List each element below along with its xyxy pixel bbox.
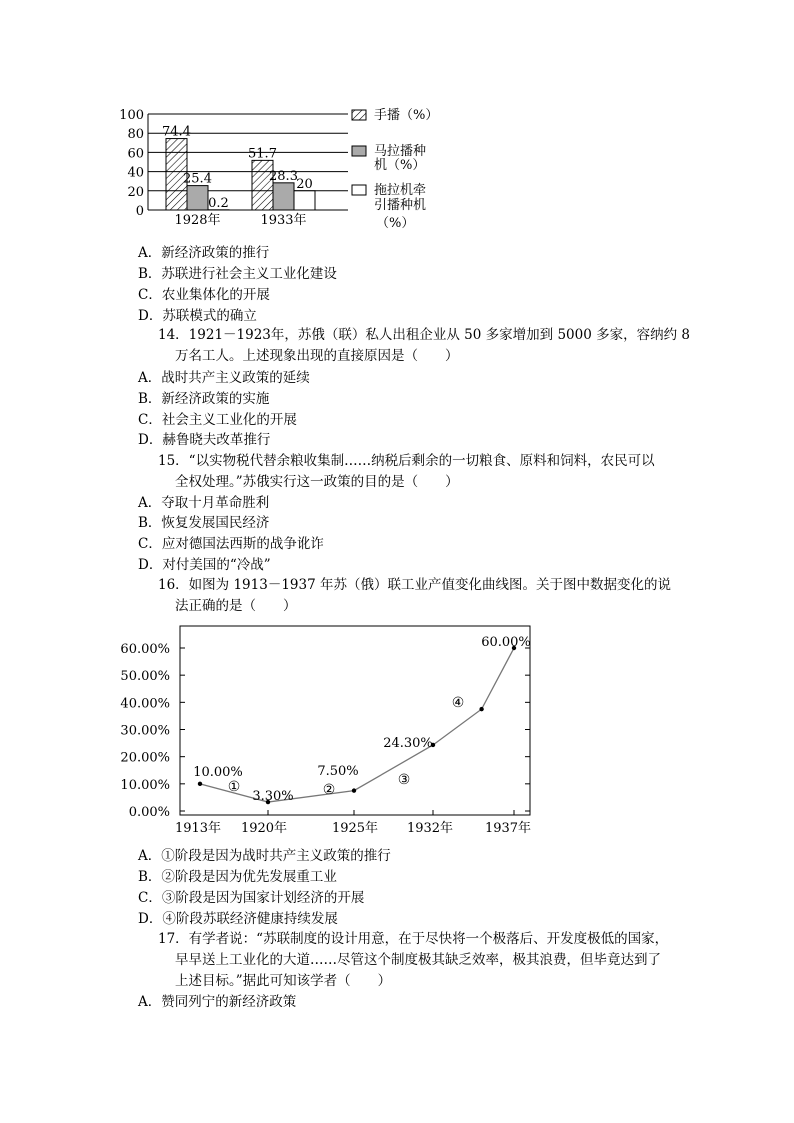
bar-value-label: 74.4 (162, 124, 191, 140)
q13-option-b[interactable]: B．苏联进行社会主义工业化建设 (138, 266, 337, 282)
y-tick-label: 100 (119, 108, 144, 123)
bar (273, 183, 294, 210)
q15-option-d[interactable]: D．对付美国的“冷战” (138, 557, 271, 573)
q14-option-b[interactable]: B．新经济政策的实施 (138, 391, 270, 407)
data-label: 10.00% (193, 765, 243, 780)
y-tick-label: 0 (135, 204, 144, 219)
bar (252, 160, 273, 210)
q15-stem-line2: 全权处理。”苏俄实行这一政策的目的是（ ） (175, 474, 459, 490)
q16-stem-line1: 16．如图为 1913－1937 年苏（俄）联工业产值变化曲线图。关于图中数据变化的说 (158, 577, 671, 593)
bar-chart (110, 100, 470, 240)
bar-value-label: 25.4 (183, 171, 212, 187)
y-tick-label: 60.00% (120, 642, 170, 657)
q14-option-c[interactable]: C．社会主义工业化的开展 (138, 412, 297, 428)
q14-stem-line1: 14．1921－1923年，苏俄（联）私人出租企业从 50 多家增加到 5000 多家，容纳约 8 (158, 327, 690, 343)
category-label: 1928年 (174, 213, 221, 228)
bar-value-label: 0.2 (208, 195, 229, 211)
y-tick-label: 60 (127, 146, 144, 162)
q13-option-d[interactable]: D．苏联模式的确立 (138, 308, 257, 324)
q13-option-c[interactable]: C．农业集体化的开展 (138, 287, 270, 303)
legend-label: 手播（%） (374, 108, 439, 123)
y-tick-label: 40.00% (120, 696, 170, 712)
q15-option-a[interactable]: A．夺取十月革命胜利 (138, 495, 270, 511)
legend-swatch (352, 185, 366, 195)
legend-swatch (352, 146, 366, 156)
bar-value-label: 20 (296, 176, 313, 192)
q17-stem-line1: 17．有学者说：“苏联制度的设计用意，在于尽快将一个极落后、开发度极低的国家， (158, 931, 669, 947)
data-point (352, 788, 356, 792)
line-chart (110, 618, 550, 843)
data-label: 3.30% (252, 789, 294, 804)
y-tick-label: 40 (127, 165, 144, 181)
data-label: 60.00% (481, 635, 531, 650)
bar (187, 186, 208, 210)
q14-option-d[interactable]: D．赫鲁晓夫改革推行 (138, 432, 271, 448)
legend-label: 机（%） (374, 158, 426, 173)
data-label: 7.50% (317, 764, 359, 779)
q14-option-a[interactable]: A．战时共产主义政策的延续 (138, 370, 310, 386)
y-tick-label: 20.00% (120, 750, 170, 766)
bar-value-label: 28.3 (269, 168, 298, 184)
q16-stem-line2: 法正确的是（ ） (175, 598, 297, 614)
legend-swatch (352, 110, 366, 120)
x-tick-label: 1920年 (240, 821, 288, 836)
data-point (198, 782, 202, 786)
stage-marker: ④ (451, 695, 465, 711)
x-tick-label: 1925年 (331, 821, 379, 836)
stage-marker: ③ (397, 772, 411, 788)
q15-option-c[interactable]: C．应对德国法西斯的战争讹诈 (138, 536, 324, 552)
y-tick-label: 20 (127, 184, 144, 200)
y-tick-label: 10.00% (120, 777, 170, 793)
stage-marker: ② (322, 782, 336, 798)
q17-option-a[interactable]: A．赞同列宁的新经济政策 (138, 994, 297, 1010)
y-tick-label: 30.00% (120, 723, 170, 739)
q15-stem-line1: 15．“以实物税代替余粮收集制……纳税后剩余的一切粮食、原料和饲料，农民可以 (158, 453, 655, 469)
q16-option-a[interactable]: A．①阶段是因为战时共产主义政策的推行 (138, 848, 391, 864)
q17-stem-line3: 上述目标。”据此可知该学者（ ） (175, 973, 392, 989)
category-label: 1933年 (260, 213, 307, 228)
x-tick-label: 1913年 (174, 821, 222, 836)
q15-option-b[interactable]: B．恢复发展国民经济 (138, 515, 270, 531)
data-label: 24.30% (383, 736, 433, 751)
y-tick-label: 50.00% (120, 669, 170, 685)
bar (294, 191, 315, 210)
q16-option-d[interactable]: D．④阶段苏联经济健康持续发展 (138, 911, 338, 927)
y-tick-label: 80 (127, 127, 144, 143)
legend-label: 拖拉机牵 (374, 183, 427, 198)
data-point (479, 707, 483, 711)
q16-option-b[interactable]: B．②阶段是因为优先发展重工业 (138, 869, 337, 885)
legend-label: 引播种机 (374, 198, 427, 213)
x-tick-label: 1937年 (484, 821, 532, 836)
legend-label: （%） (376, 216, 415, 231)
y-tick-label: 0.00% (128, 805, 170, 820)
stage-marker: ① (227, 779, 241, 795)
q16-option-c[interactable]: C．③阶段是因为国家计划经济的开展 (138, 890, 365, 906)
x-tick-label: 1932年 (406, 821, 454, 836)
legend-label: 马拉播种 (374, 144, 427, 159)
q13-option-a[interactable]: A．新经济政策的推行 (138, 245, 270, 261)
q14-stem-line2: 万名工人。上述现象出现的直接原因是（ ） (175, 348, 459, 364)
bar-value-label: 51.7 (248, 146, 277, 162)
q17-stem-line2: 早早送上工业化的大道……尽管这个制度极其缺乏效率，极其浪费，但毕竟达到了 (175, 952, 661, 968)
